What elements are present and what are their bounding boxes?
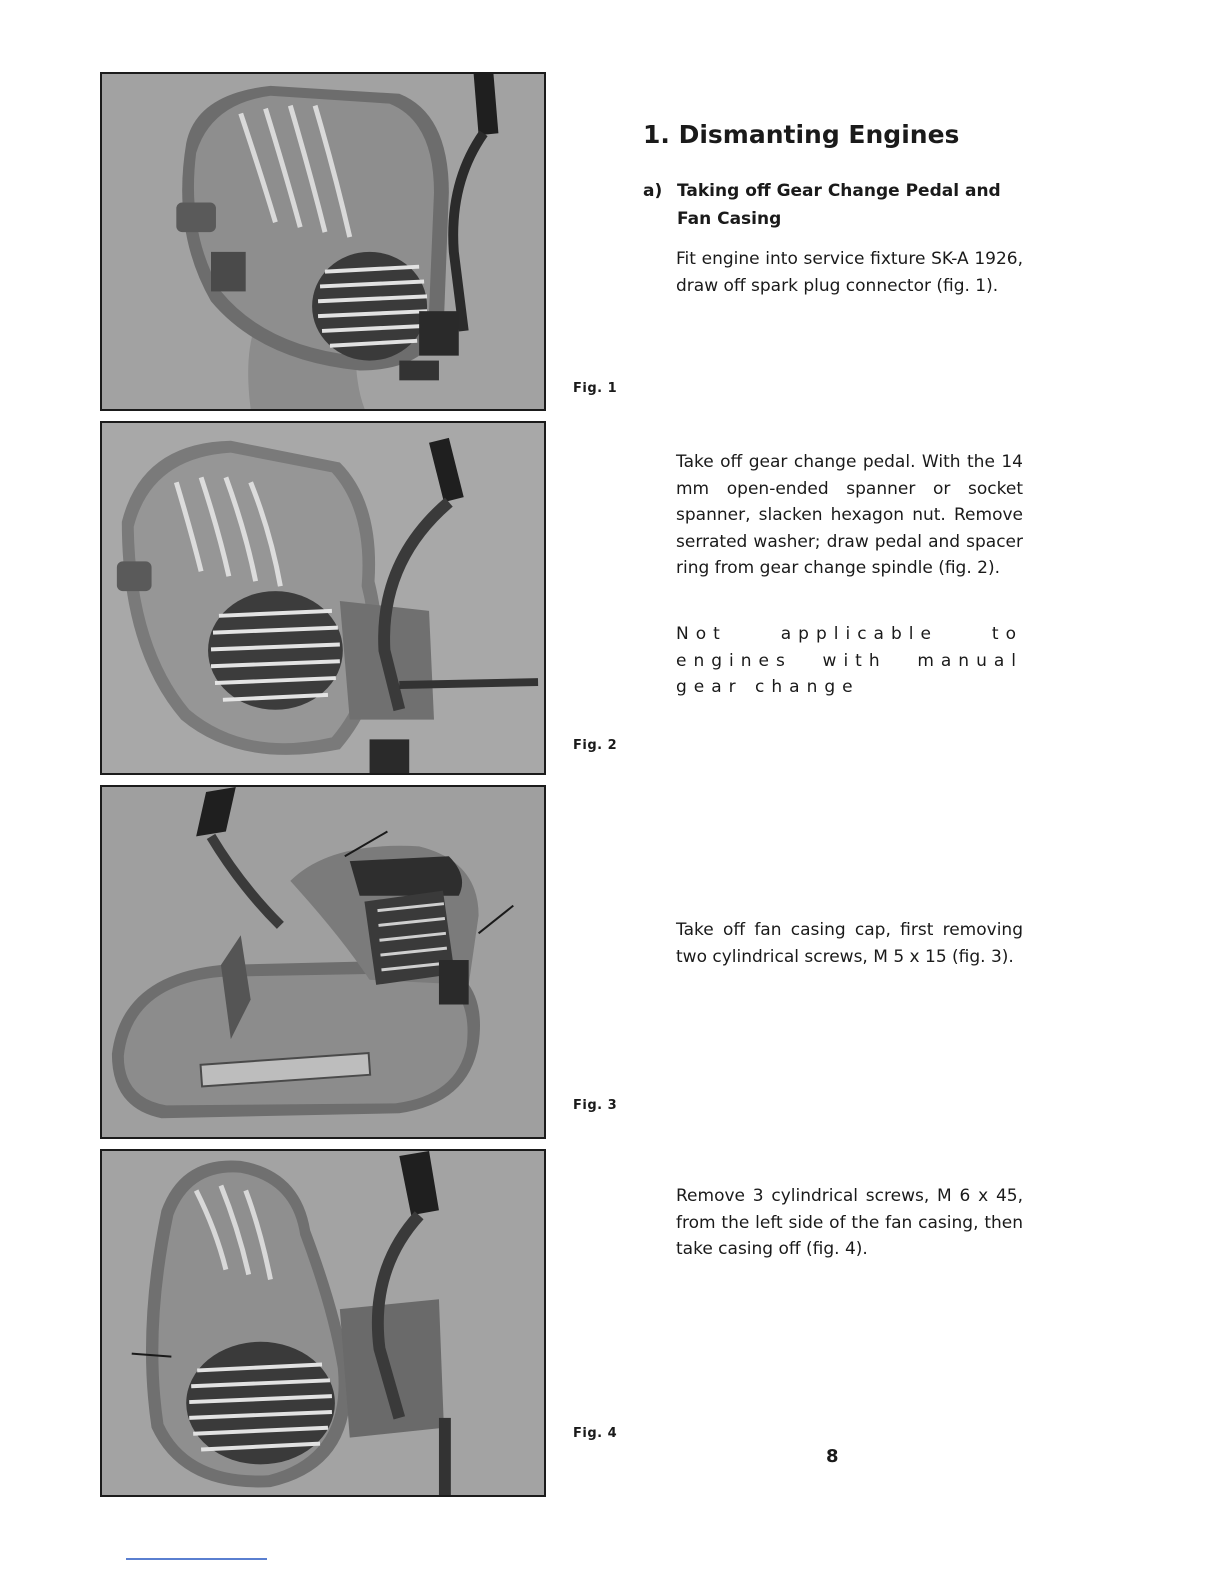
figure-4-photo xyxy=(100,1149,546,1497)
figure-1-label: Fig. 1 xyxy=(573,381,618,396)
paragraph-fig1: Fit engine into service fixture SK-A 1926, draw off spark plug connector (fig. 1). xyxy=(676,249,1023,296)
paragraph-fig2: Take off gear change pedal. With the 14 mm open-ended spanner or socket spanner, slacken hexagon nut. Remove serrated washer; draw pedal and spacer ring from gear change spindle (fig. 2). xyxy=(676,452,1023,578)
figure-3-photo xyxy=(100,785,546,1139)
figure-1-photo xyxy=(100,72,546,411)
subsection-title: Taking off Gear Change Pedal and Fan Casing xyxy=(677,181,1001,229)
figure-2-label: Fig. 2 xyxy=(573,738,618,753)
bottom-link-underline xyxy=(126,1558,267,1560)
figure-4-label: Fig. 4 xyxy=(573,1426,618,1441)
figure-2-photo xyxy=(100,421,546,775)
page-number: 8 xyxy=(826,1446,839,1467)
paragraph-fig4: Remove 3 cylindrical screws, M 6 x 45, from the left side of the fan casing, then take casing off (fig. 4). xyxy=(676,1186,1023,1259)
paragraph-fig3: Take off fan casing cap, first removing two cylindrical screws, M 5 x 15 (fig. 3). xyxy=(676,920,1023,967)
section-heading: 1. Dismanting Engines xyxy=(643,120,960,149)
subsection-marker: a) xyxy=(643,181,663,201)
paragraph-fig2-note: Not applicable to engines with manual gear change xyxy=(676,624,1023,697)
subsection-heading xyxy=(643,177,1033,233)
figure-3-label: Fig. 3 xyxy=(573,1098,618,1113)
